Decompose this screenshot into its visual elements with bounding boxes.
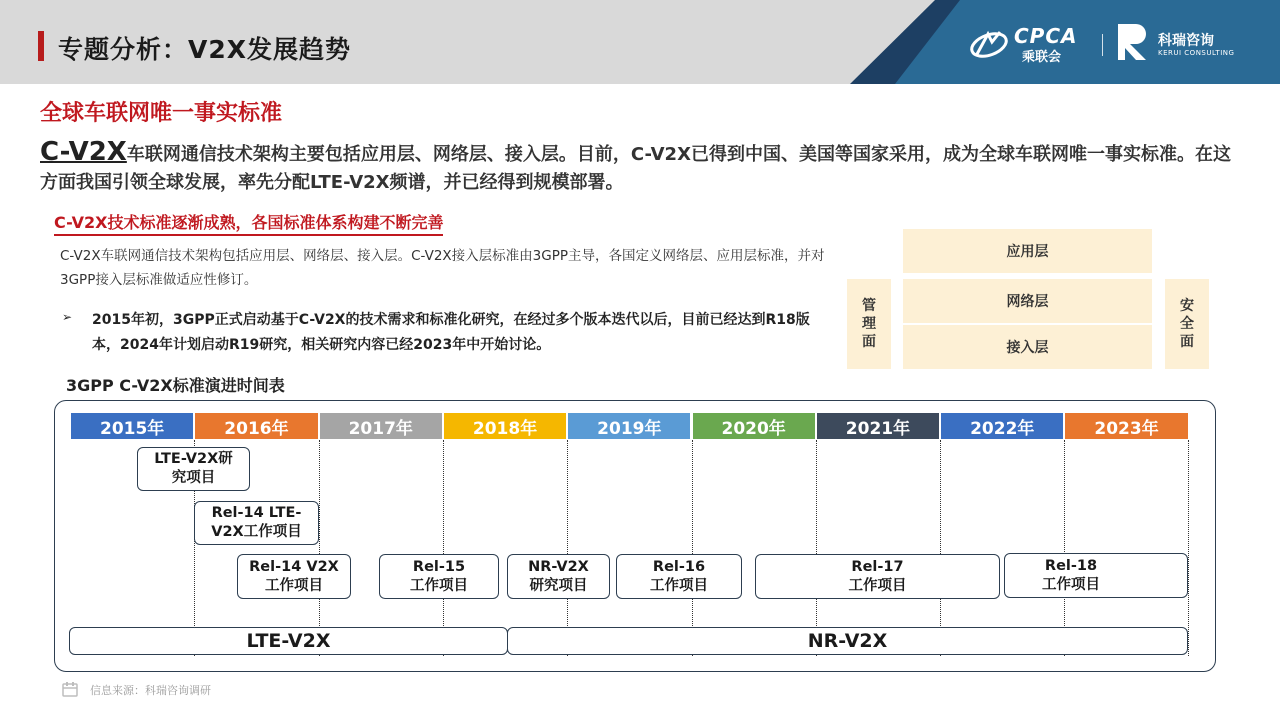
year-cell: 2019年 bbox=[567, 412, 691, 440]
sub-title: C-V2X技术标准逐渐成熟，各国标准体系构建不断完善 bbox=[54, 210, 443, 236]
item-line: LTE-V2X研 bbox=[154, 451, 233, 467]
item-line: Rel-14 V2X bbox=[249, 558, 339, 575]
item-line: Rel-17 bbox=[851, 558, 904, 575]
arch-management-plane bbox=[847, 279, 891, 369]
item-line: V2X工作项目 bbox=[211, 524, 302, 540]
item-rel17 bbox=[755, 554, 1000, 599]
item-line: 工作项目 bbox=[410, 577, 468, 594]
item-nr-v2x-study bbox=[507, 554, 610, 599]
logo-divider bbox=[1102, 34, 1103, 56]
cpca-logo-text: CPCA bbox=[1014, 24, 1078, 48]
arch-security-plane bbox=[1165, 279, 1209, 369]
year-cell: 2020年 bbox=[692, 412, 816, 440]
kerui-logo-text: 科瑞咨询 bbox=[1158, 33, 1214, 49]
item-line: 研究项目 bbox=[529, 577, 588, 594]
description-paragraph: C-V2X车联网通信技术架构包括应用层、网络层、接入层。C-V2X接入层标准由3GPP主导，各国定义网络层、应用层标准，并对3GPP接入层标准做适应性修订。 bbox=[60, 248, 825, 288]
arch-security-char: 安 bbox=[1180, 298, 1194, 314]
item-line: 工作项目 bbox=[1042, 576, 1100, 593]
arch-security-char: 面 bbox=[1180, 334, 1194, 350]
item-line: Rel-16 bbox=[652, 558, 706, 575]
item-rel14-v2x bbox=[237, 554, 351, 599]
bar-lte-v2x: LTE-V2X bbox=[69, 627, 508, 655]
timeline-title: 3GPP C-V2X标准演进时间表 bbox=[66, 376, 285, 395]
arch-access-layer: 接入层 bbox=[903, 325, 1152, 369]
section-title: 全球车联网唯一事实标准 bbox=[40, 101, 283, 126]
year-cell: 2017年 bbox=[319, 412, 443, 440]
item-lte-v2x-study bbox=[137, 447, 250, 491]
kerui-logo-subtext: KERUI CONSULTING bbox=[1158, 49, 1235, 57]
item-line: 工作项目 bbox=[265, 577, 323, 594]
arch-security-char: 全 bbox=[1180, 316, 1194, 332]
year-cell: 2021年 bbox=[816, 412, 940, 440]
arch-application-layer: 应用层 bbox=[903, 229, 1152, 273]
cpca-logo-icon bbox=[968, 28, 1010, 62]
calendar-icon bbox=[62, 681, 78, 697]
item-line: 工作项目 bbox=[848, 577, 907, 594]
arch-network-layer: 网络层 bbox=[903, 279, 1152, 323]
arch-mgmt-char: 面 bbox=[862, 334, 876, 350]
year-divider bbox=[567, 440, 568, 656]
item-line: 工作项目 bbox=[650, 577, 708, 594]
item-line: 究项目 bbox=[171, 470, 216, 486]
kerui-logo-icon bbox=[1116, 22, 1152, 62]
year-cell: 2016年 bbox=[194, 412, 318, 440]
year-divider bbox=[692, 440, 693, 656]
item-line: Rel-14 LTE- bbox=[211, 505, 302, 521]
item-rel14-lte-v2x bbox=[194, 501, 319, 545]
item-rel18 bbox=[1004, 553, 1188, 598]
year-divider bbox=[816, 440, 817, 656]
year-divider bbox=[319, 440, 320, 656]
item-line: Rel-18 bbox=[1044, 557, 1098, 574]
arch-mgmt-char: 理 bbox=[862, 316, 876, 332]
year-divider bbox=[940, 440, 941, 656]
page-title: 专题分析：V2X发展趋势 bbox=[58, 35, 352, 64]
arch-mgmt-char: 管 bbox=[862, 298, 876, 314]
source-note: 信息来源：科瑞咨询调研 bbox=[90, 684, 211, 697]
year-cell: 2022年 bbox=[940, 412, 1064, 440]
item-line: NR-V2X bbox=[528, 558, 589, 575]
cpca-logo-subtext: 乘联会 bbox=[1022, 50, 1062, 65]
intro-paragraph bbox=[40, 138, 1245, 197]
intro-text: 车联网通信技术架构主要包括应用层、网络层、接入层。目前，C-V2X已得到中国、美国等国家采用，成为全球车联网唯一事实标准。在这方面我国引领全球发展，率先分配LTE-V2X频谱，并已经得到规模部署。 bbox=[40, 144, 1231, 193]
item-rel15 bbox=[379, 554, 499, 599]
item-line: Rel-15 bbox=[412, 558, 466, 575]
bullet-text: 2015年初，3GPP正式启动基于C-V2X的技术需求和标准化研究，在经过多个版本迭代以后，目前已经达到R18版本，2024年计划启动R19研究，相关研究内容已经2023年中开始讨论。 bbox=[92, 312, 810, 353]
year-divider bbox=[443, 440, 444, 656]
intro-lead: C-V2X bbox=[40, 137, 127, 167]
bullet-arrow-icon: ➢ bbox=[62, 310, 73, 324]
year-divider bbox=[1064, 440, 1065, 656]
bar-nr-v2x: NR-V2X bbox=[507, 627, 1188, 655]
year-divider bbox=[1188, 440, 1189, 656]
item-rel16 bbox=[616, 554, 742, 599]
year-cell: 2018年 bbox=[443, 412, 567, 440]
year-cell: 2015年 bbox=[70, 412, 194, 440]
year-cell: 2023年 bbox=[1064, 412, 1188, 440]
title-accent-bar bbox=[38, 31, 44, 61]
